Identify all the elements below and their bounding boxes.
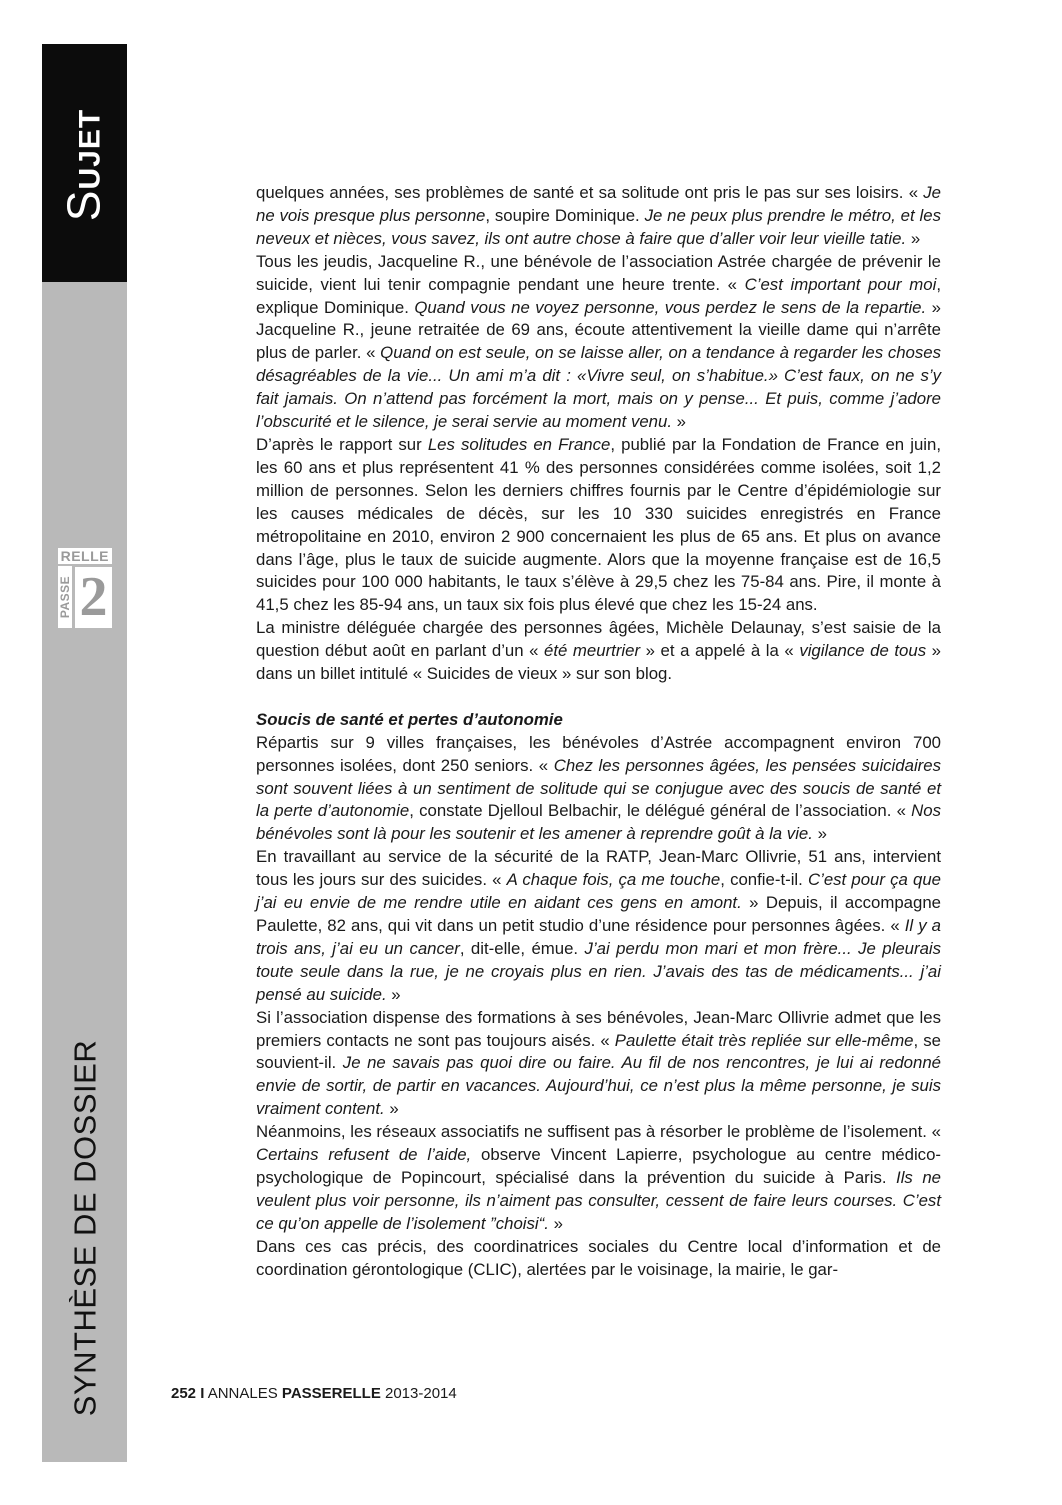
vertical-title: SYNTHÈSE DE DOSSIER xyxy=(67,1039,103,1417)
footer-separator: I xyxy=(200,1385,205,1402)
page-number: 252 xyxy=(171,1385,197,1402)
section-label xyxy=(57,108,110,222)
footer-annales: ANNALES xyxy=(207,1385,278,1402)
paragraph: Si l’association dispense des formations à ses bénévoles, Jean-Marc Ollivrie admet que les premiers contacts ne sont pas toujours aisés. « Paulette était très repliée sur elle-même, se souvient-il. Je ne savais pas quoi dire ou faire. Au fil de nos rencontres, je lui ai redonné envie de sortir, de partir en vacances. Aujourd’hui, ce n’est plus la même personne, je suis vraiment content. » xyxy=(256,1007,941,1119)
paragraph: Répartis sur 9 villes françaises, les bénévoles d’Astrée accompagnent environ 700 personnes isolées, dont 250 seniors. « Chez les personnes âgées, les pensées suicidaires sont souvent liées à un sentiment de solitude qui se conjugue avec des soucis de santé et la perte d’autonomie, constate Djelloul Belbachir, le délégué général de l’association. « Nos bénévoles sont là pour les soutenir et les amener à reprendre goût à la vie. » xyxy=(256,732,941,844)
passerelle-logo xyxy=(58,548,112,628)
logo-number: 2 xyxy=(75,567,112,628)
logo-side-text: PASSE xyxy=(58,566,72,628)
paragraph: La ministre déléguée chargée des personnes âgées, Michèle Delaunay, s’est saisie de la question début août en parlant d’un « été meurtrier » et a appelé à la « vigilance de tous » dans un billet intitulé « Suicides de vieux » sur son blog. xyxy=(256,618,941,684)
paragraph: Néanmoins, les réseaux associatifs ne suffisent pas à résorber le problème de l’isolement. « Certains refusent de l’aide, observe Vincent Lapierre, psychologue au centre médico-psychologique de Popincourt, spécialisé dans la prévention du suicide à Paris. Ils ne veulent plus voir personne, ils n’aiment pas consulter, cessent de faire leurs courses. C’est ce qu’on appelle de l’isolement ”choisi“. » xyxy=(256,1122,941,1233)
paragraph: Tous les jeudis, Jacqueline R., une bénévole de l’association Astrée chargée de prévenir le suicide, vient lui tenir compagnie pendant une heure trente. « C’est important pour moi, explique Dominique. Quand vous ne voyez personne, vous perdez le sens de la repartie. » Jacqueline R., jeune retraitée de 69 ans, écoute attentivement la vieille dame qui n’arrête plus de parler. « Quand on est seule, on se laisse aller, on a tendance à regarder les choses désagréables de la vie... Un ami m’a dit : «Vivre seul, on s’habitue.» C’est faux, on ne s’y fait jamais. On n’attend pas forcément la mort, mais on y pense... Et puis, comme j’adore l’obscurité et le silence, je serai servie au moment venu. » xyxy=(256,251,942,432)
section-label-cap: S xyxy=(57,189,110,222)
article-body xyxy=(256,182,941,1281)
page-footer xyxy=(171,1385,457,1403)
paragraph: quelques années, ses problèmes de santé et sa solitude ont pris le pas sur ses loisirs. « Je ne vois presque plus personne, soupire Dominique. Je ne peux plus prendre le métro, et les neveux et nièces, vous savez, ils ont autre chose à faire que d’aller voir leur vieille tatie. » xyxy=(256,183,941,248)
footer-years: 2013-2014 xyxy=(385,1385,457,1402)
footer-passerelle: PASSERELLE xyxy=(281,1385,381,1402)
logo-top-text: RELLE xyxy=(58,548,112,564)
section-label-rest: UJET xyxy=(73,108,107,190)
paragraph: En travaillant au service de la sécurité de la RATP, Jean-Marc Ollivrie, 51 ans, intervient tous les jours sur des suicides. « A chaque fois, ça me touche, confie-t-il. C’est pour ça que j’ai eu envie de me rendre utile en aidant ces gens en amont. » Depuis, il accompagne Paulette, 82 ans, qui vit dans un petit studio d’une résidence pour personnes âgées. « Il y a trois ans, j’ai eu un cancer, dit-elle, émue. J’ai perdu mon mari et mon frère... Je pleurais toute seule dans la rue, je ne croyais plus en rien. J’avais des tas de médicaments... j’ai pensé au suicide. » xyxy=(256,847,942,1004)
paragraph: D’après le rapport sur Les solitudes en France, publié par la Fondation de France en juin, les 60 ans et plus représentent 41 % des personnes considérées comme isolées, soit 1,2 million de personnes. Selon les derniers chiffres fournis par le Centre d’épidémiologie sur les causes médicales de décès, sur les 10 330 suicides enregistrés en France métropolitaine en 2010, environ 2 900 concernaient les plus de 65 ans. Et plus on avance dans l’âge, plus le taux de suicide augmente. Alors que la moyenne française est de 16,5 suicides pour 100 000 habitants, le taux s’élève à 29,5 chez les 75-84 ans. Pire, il monte à 41,5 chez les 85-94 ans, un taux six fois plus élevé que chez les 15-24 ans. xyxy=(256,434,941,615)
paragraph: Dans ces cas précis, des coordinatrices sociales du Centre local d’information et de coordination gérontologique (CLIC), alertées par le voisinage, la mairie, le gar- xyxy=(256,1236,941,1279)
section-heading: Soucis de santé et pertes d’autonomie xyxy=(256,709,563,729)
